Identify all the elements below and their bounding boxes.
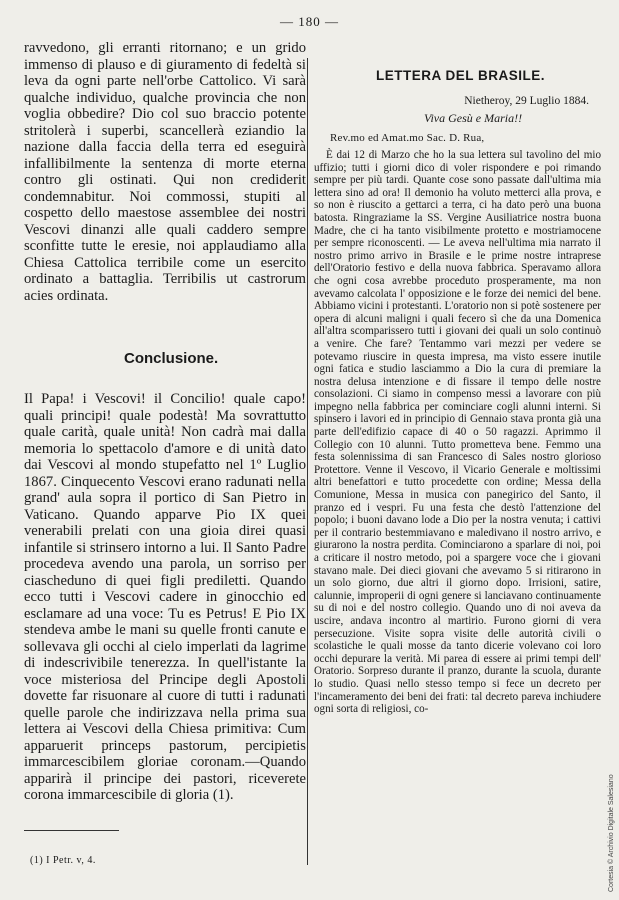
addressee: Rev.mo ed Amat.mo Sac. D. Rua, [330,132,485,144]
column-divider [307,58,308,865]
footnote-rule [24,830,119,831]
salutation: Viva Gesù e Maria!! [424,111,523,125]
paragraph: È dai 12 di Marzo che ho la sua lettera sul tavolino del mio uffizio; tutti i giorni dico di voler rispondere e poi rimando sempre per più tardi. Quante cose sono passate dall'ultima mia lettera sino ad ora! Il demonio ha voluto metterci alla prova, e so non è riuscito a gettarci a terra, ci ha dato però una buona batosta. Ringraziame la SS. Vergine Ausiliatrice nostra buona Madre, che ci ha tanto visibilmente protetto e mostriamocene per sempre riconoscenti. — Le aveva nell'ultima mia narrato il nostro primo arrivo in Brasile e le prime nostre intraprese dell'Oratorio festivo e della nuova fabbrica. Speravamo allora che ogni cosa avrebbe proceduto prosperamente, ma non avevamo calcolata l' opposizione e le forze dei nemici del bene. Abbiamo vicini i protestanti. L'oratorio non si potè sostenere per opera di alcuni maligni i quali fecero sì che da una Domenica all'altra scomparissero tutti i giovani dei quali un solo continuò a venire. Che fare? Tentammo vari mezzi per vedere se potevamo riuscire in questa impresa, ma visto essere inutile ogni fatica e studio lasciammo a Dio la cura di premiare la nostra delusa intenzione e di fissare il tempo delle nostre consolazioni. Ci siamo in compenso messi a lavorare con più impegno nella fabbrica per cominciare cogli alunni interni. Si spinsero i lavori ed in principio di Gennaio stava pronta già una parte dell'edifizio capace di 40 o 50 ragazzi. Aprimmo il Collegio con 10 alunni. Tutto prometteva bene. Femmo una festa solennissima di san Francesco di Sales nostro glorioso Protettore. Venne il Vescovo, il Vicario Generale e moltissimi altri benefattori e tutto procedette con ordine; Messa della Comunione, Messa in musica con panegirico del Santo, il pranzo ed i vespri. Fu una festa che destò l'attenzione del popolo; i buoni davano lode a Dio per la nostra venuta; i cattivi per il contrario bestemmiavano e maledivano il nostro arrivo, e giurarono la nostra perdita. Cominciarono a sparlare di noi, poi a criticare il nostro metodo, poi a spargere voce che i giovani stavano male. Dei dieci giovani che avevamo 5 si ritirarono in un solo giorno, due altri il giorno dopo. Irrisioni, satire, calunnie, improperii di ogni genere si lanciavano continuamente su di noi e del nostro collegio. Quando uno di noi aveva da uscire, andava incontro al martirio. Furono giorni di vera persecuzione. Visite sopra visite delle autorità civili o scolastiche le quali mosse da tanto dicerie volevano coi loro occhi depurare la verità. Mi parea di essere ai primi tempi dell' Oratorio. Sorpreso durante il pranzo, durante la scuola, durante lo studio. Quasi nello stesso tempo si fece un decreto per l'incameramento dei beni dei frati: tal decreto pareva inchiudere ogni sorta di religiosi, co- [314,149,601,716]
right-column [314,40,601,716]
paragraph: Il Papa! i Vescovi! il Concilio! quale capo! quali principi! quale podestà! Ma sovrattutto quale carità, quale unità! Non cadrà mai dalla memoria lo spettacolo d'amore e di unità dato dai Vescovi al mondo stupefatto nel 1º Luglio 1867. Cinquecento Vescovi erano radunati nella grand' aula sopra il portico di San Pietro in Vaticano. Quando apparve Pio IX quei venerabili prelati con una gioia direi quasi infantile si strinsero intorno a lui. Il Santo Padre procedeva avendo una parola, un sorriso per ciascheduno di quei figli prediletti. Quando ecco tutti i Vescovi cadere in ginocchio ed esclamare ad una voce: Tu es Petrus! E Pio IX stendeva ambe le mani su quelle fronti canute e sollevava gli occhi al cielo imperlati da lagrime di indescrivibile tenerezza. In quell'istante la voce misteriosa del Principe degli Apostoli dovette far risuonare al cuore di tutti i radunati quelle parole che indirizzava nella prima sua lettera ai Vescovi della Chiesa primitiva: Cum apparuerit princeps pastorum, percipietis immarcescibilem gloriae coronam.—Quando apparirà il principe dei pastori, riceverete corona immarcescibile di gloria (1). [24,391,306,803]
letter-title: LETTERA DEL BRASILE. [376,68,546,83]
left-column [24,40,306,866]
side-credit: Cortesia © Archivio Digitale Salesiano [608,774,615,892]
conclusion-text-block [24,391,306,804]
page-number: — 180 — [280,14,339,29]
footnote: (1) I Petr. v, 4. [30,855,96,866]
paragraph: ravvedono, gli erranti ritornano; e un grido immenso di plauso e di giuramento di fedeltà si leva da ogni parte nell'orbe Cattolico. Vi sarà qualche individuo, qualche provincia che non voglia obbedire? Dio col suo braccio potente stritolerà i superbi, scancellerà eziandio la nazione dalla faccia della terra ed eseguirà infallibilmente la sentenza di morte eterna contro gli ostinati. Qui non crediderit condemnabitur. Noi commossi, stupiti al cospetto dello maestose assemblee dei nostri Vescovi dinanzi alle quali caddero sempre sconfitte tutte le eresie, noi applaudiamo alla Chiesa Cattolica terribile come un esercito ordinato a battaglia. Terribilis ut castrorum acies ordinata. [24,40,306,304]
dateline: Nietheroy, 29 Luglio 1884. [464,95,589,107]
left-text-block [24,40,306,304]
letter-body [314,149,601,716]
section-title: Conclusione. [124,350,219,367]
